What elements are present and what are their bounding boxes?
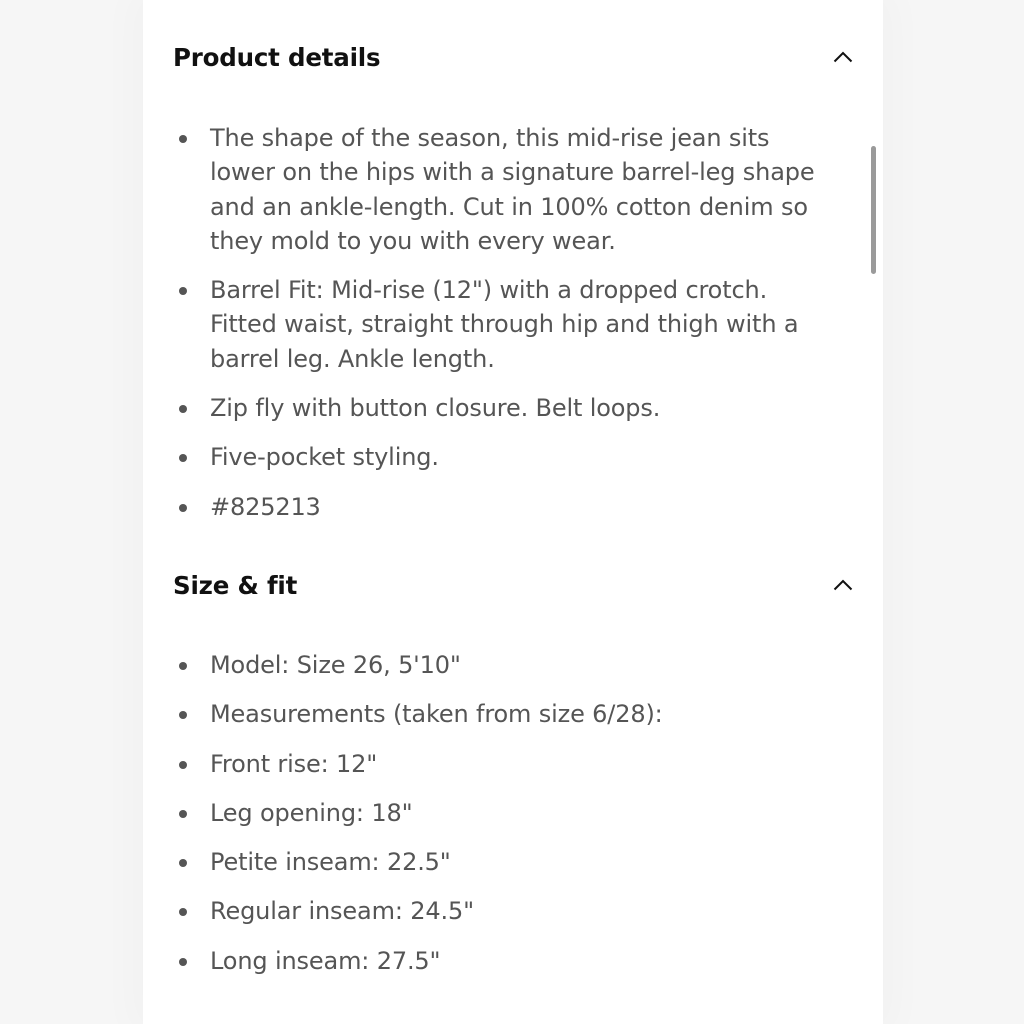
chevron-up-icon[interactable] xyxy=(831,45,855,69)
list-item: Barrel Fit: Mid-rise (12") with a dropped crotch. Fitted waist, straight through hip and thigh with a barrel leg. Ankle length. xyxy=(179,273,839,376)
size-fit-header[interactable] xyxy=(173,563,857,607)
list-item: Zip fly with button closure. Belt loops. xyxy=(179,391,839,425)
product-details-header[interactable] xyxy=(173,35,857,79)
list-item: Model: Size 26, 5'10" xyxy=(179,648,839,682)
list-item: Leg opening: 18" xyxy=(179,796,839,830)
product-details-title: Product details xyxy=(173,42,381,72)
size-fit-title: Size & fit xyxy=(173,570,298,600)
list-item: Front rise: 12" xyxy=(179,747,839,781)
list-item: Regular inseam: 24.5" xyxy=(179,894,839,928)
list-item: Petite inseam: 22.5" xyxy=(179,845,839,879)
product-info-panel xyxy=(143,0,883,1024)
list-item: #825213 xyxy=(179,490,839,524)
product-details-list xyxy=(179,121,839,539)
size-fit-list xyxy=(179,648,839,993)
list-item: Long inseam: 27.5" xyxy=(179,944,839,978)
list-item: The shape of the season, this mid-rise jean sits lower on the hips with a signature barrel-leg shape and an ankle-length. Cut in 100% cotton denim so they mold to you with every wear. xyxy=(179,121,839,258)
list-item: Five-pocket styling. xyxy=(179,440,839,474)
list-item: Measurements (taken from size 6/28): xyxy=(179,697,839,731)
chevron-up-icon[interactable] xyxy=(831,573,855,597)
scrollbar-thumb[interactable] xyxy=(871,146,876,274)
